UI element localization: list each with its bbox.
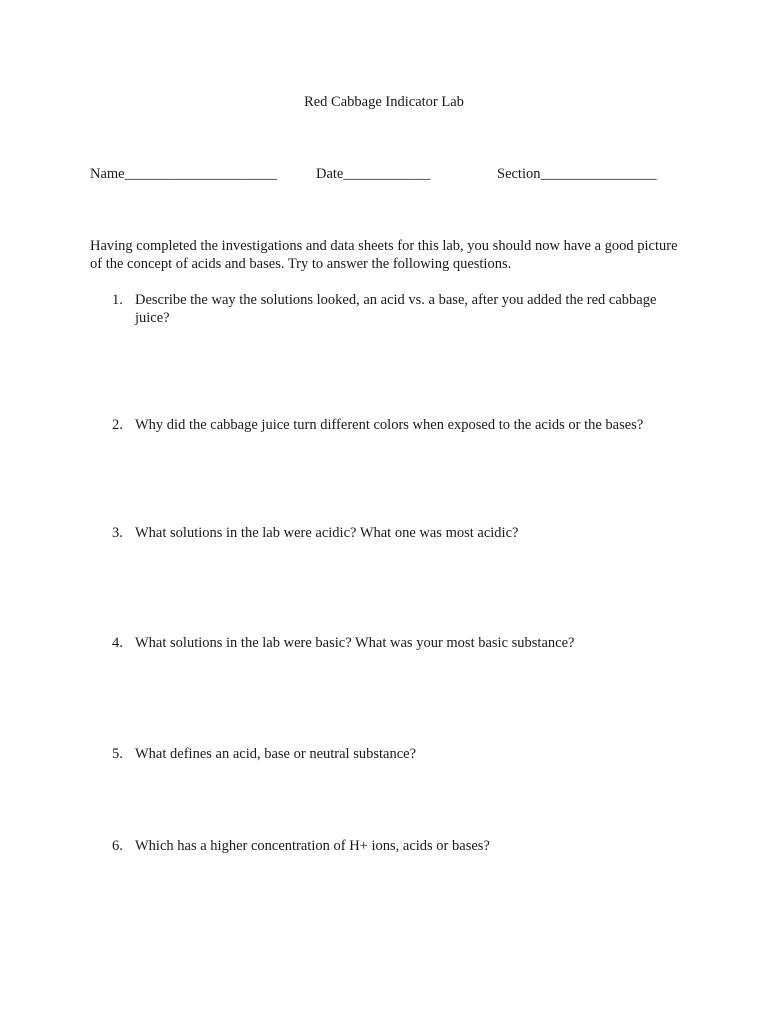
question-text: What solutions in the lab were acidic? What one was most acidic? [135,525,519,541]
question-number: 2. [112,417,123,433]
question-number: 6. [112,838,123,854]
document-title: Red Cabbage Indicator Lab [304,94,464,110]
question-item [90,524,690,542]
name-field: Name_____________________ [90,166,277,182]
question-text: Describe the way the solutions looked, an acid vs. a base, after you added the red cabbage juice? [135,292,657,326]
date-field: Date____________ [316,166,431,182]
question-text: What solutions in the lab were basic? What was your most basic substance? [135,635,575,651]
section-field: Section________________ [497,166,657,182]
question-item [90,837,690,855]
intro-paragraph: Having completed the investigations and data sheets for this lab, you should now have a good picture of the concept of acids and bases. Try to answer the following questions. [90,238,678,272]
question-text: Why did the cabbage juice turn different colors when exposed to the acids or the bases? [135,417,644,433]
question-item [90,634,690,652]
question-item [90,291,690,327]
question-number: 5. [112,746,123,762]
question-text: What defines an acid, base or neutral substance? [135,746,417,762]
question-number: 3. [112,525,123,541]
question-item [90,745,690,763]
question-text: Which has a higher concentration of H+ ions, acids or bases? [135,838,490,854]
question-number: 4. [112,635,123,651]
question-item [90,416,690,434]
question-number: 1. [112,292,123,308]
